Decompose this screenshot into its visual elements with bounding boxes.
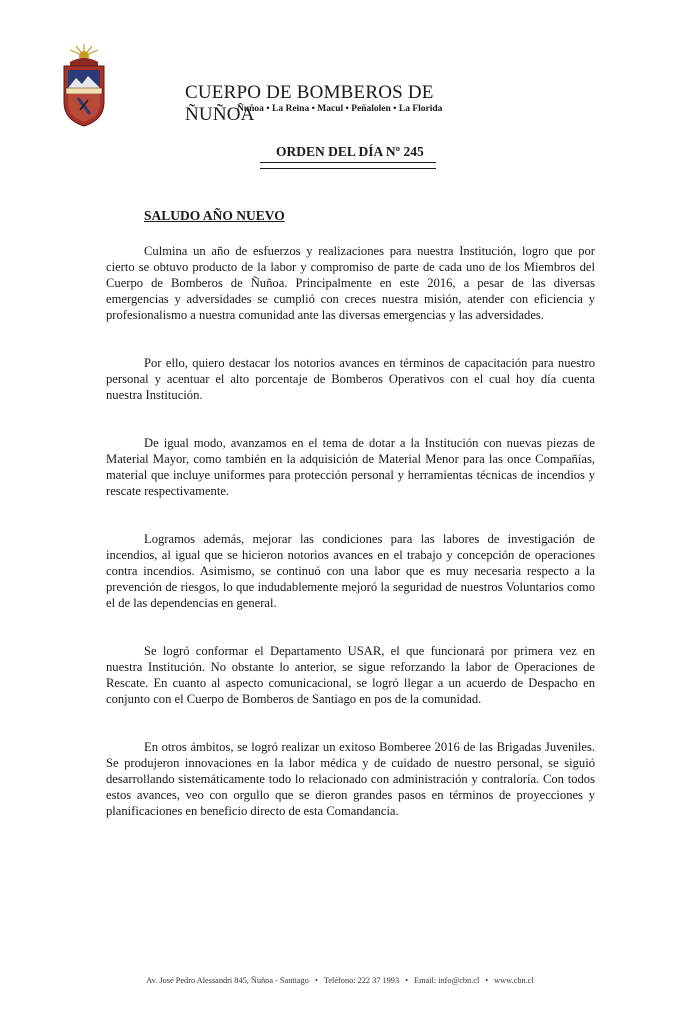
crest-logo bbox=[58, 40, 110, 130]
footer-website: www.cbn.cl bbox=[494, 976, 534, 985]
paragraph: Logramos además, mejorar las condiciones para las labores de investigación de incendios, al igual que se hicieron notorios avances en el trabajo y concepción de operaciones contra incendios. Asimismo, se continuó con una labor que es muy necesaria respecto a la prevención de riesgos, lo que indudablemente mejoró la seguridad de nuestros Voluntarios como el de las dependencias en general. bbox=[106, 532, 595, 610]
order-title: ORDEN DEL DÍA Nº 245 bbox=[276, 144, 424, 159]
footer-separator: • bbox=[405, 976, 409, 985]
communes-subtitle: Ñuñoa • La Reina • Macul • Peñalolen • La Florida bbox=[237, 104, 443, 114]
letter-body bbox=[106, 243, 595, 851]
footer-address: Av. José Pedro Alessandri 845, Ñuñoa - Santiago bbox=[146, 976, 309, 985]
title-double-rule bbox=[260, 162, 436, 169]
footer-contact bbox=[0, 976, 680, 985]
paragraph: En otros ámbitos, se logró realizar un exitoso Bomberee 2016 de las Brigadas Juveniles. Se produjeron innovaciones en la labor médica y de cuidado de nuestro personal, se siguió desarrollando sistemáticamente todo lo relacionado con administración y contraloría. Con todos estos avances, veo con orgullo que se dieron grandes pasos en términos de proyecciones y planificaciones en beneficio directo de esta Comandancia. bbox=[106, 740, 595, 818]
footer-phone: Teléfono: 222 37 1993 bbox=[323, 976, 400, 985]
organization-title: CUERPO DE BOMBEROS DE ÑUÑOA bbox=[185, 82, 434, 125]
footer-separator: • bbox=[485, 976, 489, 985]
paragraph: Por ello, quiero destacar los notorios avances en términos de capacitación para nuestro personal y acentuar el alto porcentaje de Bomberos Operativos con el cual hoy día cuenta nuestra Institución. bbox=[106, 356, 595, 402]
paragraph: Culmina un año de esfuerzos y realizaciones para nuestra Institución, logro que por cierto se obtuvo producto de la labor y compromiso de parte de cada uno de los Miembros del Cuerpo de Bomberos de Ñuñoa. Principalmente en este 2016, a pesar de las diversas emergencias y adversidades se cumplió con creces nuestra misión, atender con eficiencia y profesionalismo a nuestra comunidad ante las diversas emergencias y las adversidades. bbox=[106, 244, 595, 322]
paragraph: Se logró conformar el Departamento USAR, el que funcionará por primera vez en nuestra Institución. No obstante lo anterior, se sigue reforzando la labor de Operaciones de Rescate. En cuanto al aspecto comunicacional, se logró llegar a un acuerdo de Despacho en conjunto con el Cuerpo de Bomberos de Santiago en pos de la comunidad. bbox=[106, 644, 595, 706]
footer-email: Email: info@cbn.cl bbox=[414, 976, 480, 985]
shield-emblem-icon bbox=[58, 40, 110, 130]
section-title: SALUDO AÑO NUEVO bbox=[144, 208, 285, 223]
paragraph: De igual modo, avanzamos en el tema de dotar a la Institución con nuevas piezas de Material Mayor, como también en la adquisición de Material Menor para las once Compañías, material que incluye uniformes para protección personal y herramientas técnicas de incendios y rescate respectivamente. bbox=[106, 436, 595, 498]
footer-separator: • bbox=[314, 976, 318, 985]
